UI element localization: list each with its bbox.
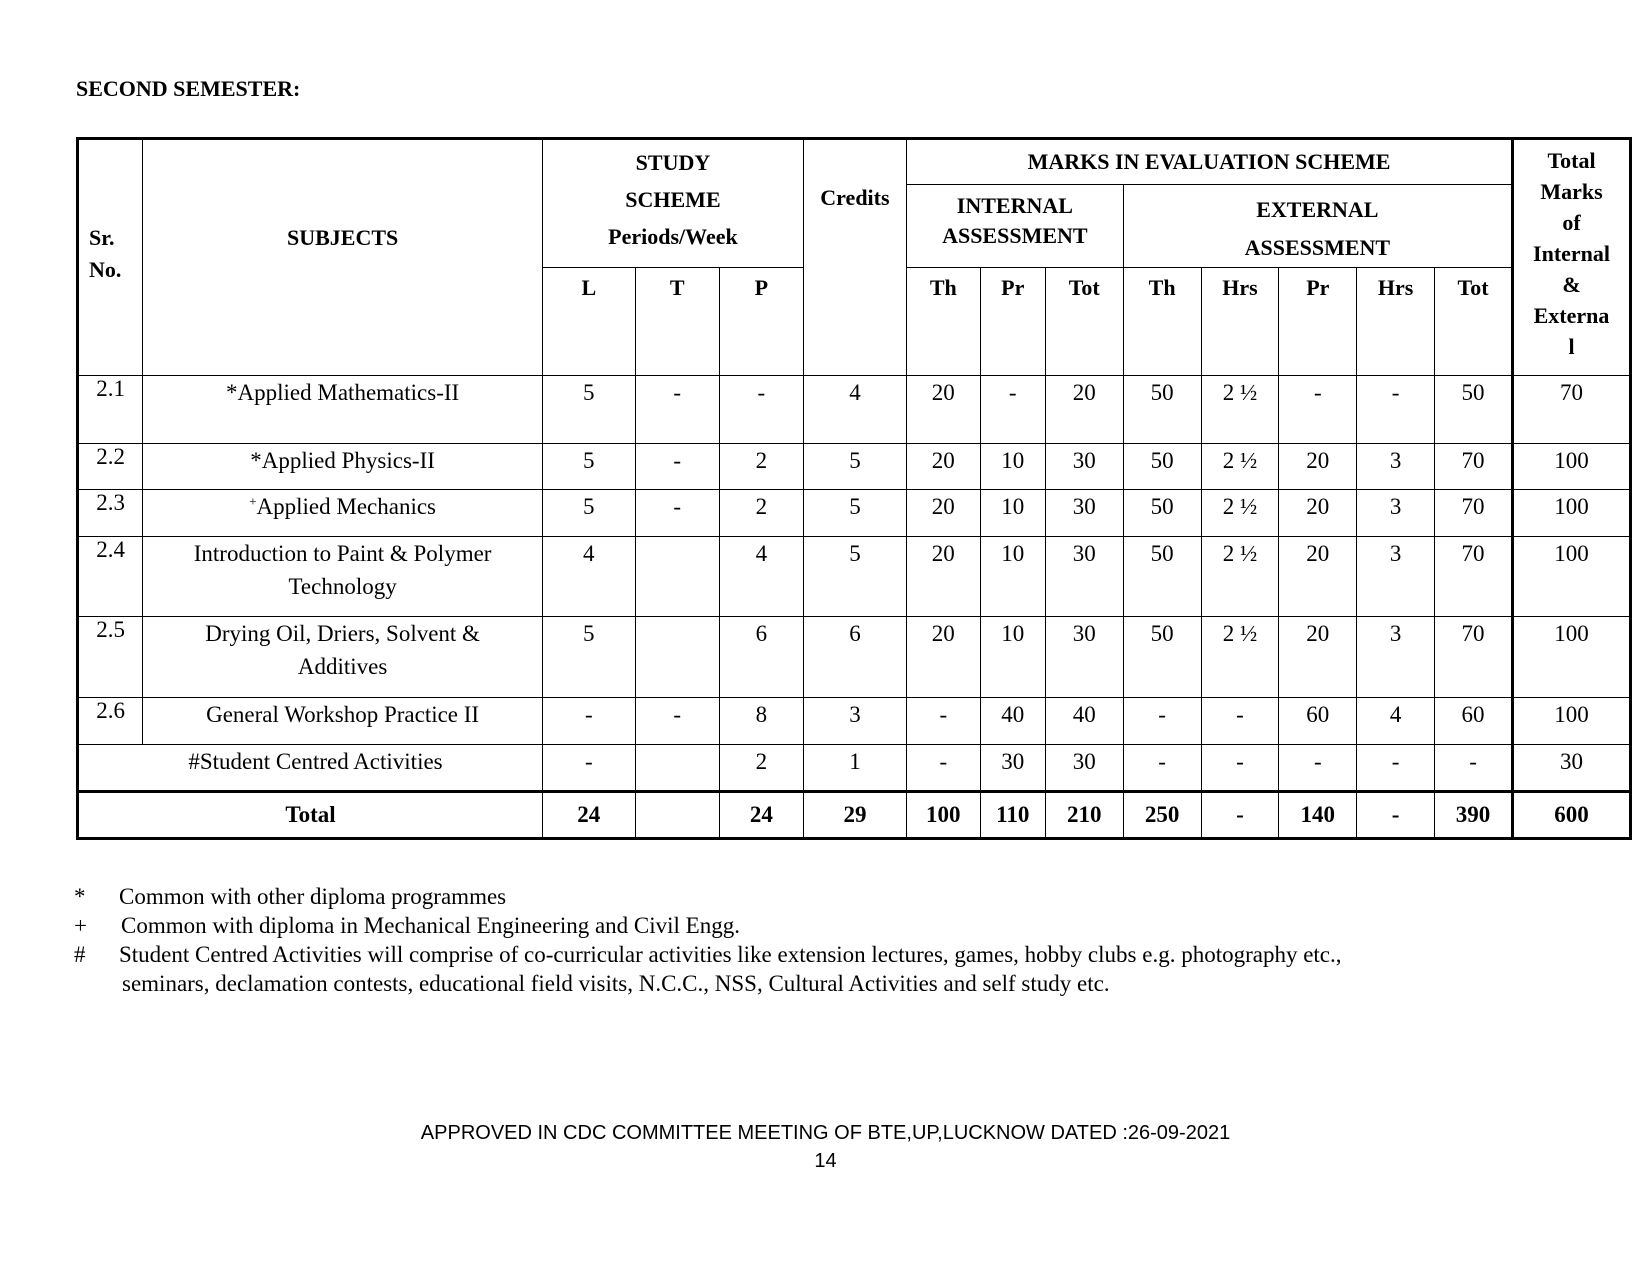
row-int-th: 20: [906, 617, 980, 698]
row-ext-hrs: -: [1357, 376, 1435, 444]
row-ext-hrs: -: [1201, 698, 1279, 745]
row-sr: 2.6: [78, 698, 143, 745]
row-int-th: 20: [906, 376, 980, 444]
header-marks-scheme: MARKS IN EVALUATION SCHEME: [906, 139, 1512, 185]
activities-total: 30: [1513, 745, 1631, 792]
table-row: [78, 444, 1631, 490]
row-sr: 2.2: [78, 444, 143, 490]
row-ext-pr: 20: [1279, 617, 1357, 698]
activities-p: 2: [719, 745, 803, 792]
row-int-tot: 30: [1045, 444, 1123, 490]
row-int-pr: 10: [980, 617, 1045, 698]
header-credits: Credits: [803, 139, 906, 376]
row-int-pr: 40: [980, 698, 1045, 745]
footnote-text: Common with diploma in Mechanical Engineering and Civil Engg.: [121, 913, 740, 938]
header-ext-hrs: Hrs: [1357, 268, 1435, 376]
footnote: [74, 882, 1541, 911]
activities-ext-hrs: -: [1201, 745, 1279, 792]
row-ext-pr: 20: [1279, 537, 1357, 617]
row-total: 70: [1513, 376, 1631, 444]
total-ext-th: 250: [1123, 792, 1201, 839]
row-ext-hrs: 2 ½: [1201, 617, 1279, 698]
table-row: [78, 617, 1631, 698]
row-t: [635, 537, 719, 617]
total-t: [635, 792, 719, 839]
row-int-tot: 30: [1045, 617, 1123, 698]
activities-t: [635, 745, 719, 792]
row-ext-pr: -: [1279, 376, 1357, 444]
activities-l: -: [543, 745, 636, 792]
activities-int-tot: 30: [1045, 745, 1123, 792]
row-ext-hrs: 2 ½: [1201, 537, 1279, 617]
row-l: 5: [543, 490, 636, 537]
row-ext-tot: 70: [1435, 537, 1513, 617]
total-int-th: 100: [906, 792, 980, 839]
row-t: -: [635, 376, 719, 444]
row-ext-pr: 60: [1279, 698, 1357, 745]
header-total-marks: Total Marks of Internal & Externa l: [1513, 139, 1631, 376]
activities-label: #Student Centred Activities: [78, 745, 543, 792]
activities-ext-th: -: [1123, 745, 1201, 792]
row-subject: *Applied Physics-II: [143, 444, 543, 490]
evaluation-scheme-table: [76, 137, 1632, 840]
row-p: 8: [719, 698, 803, 745]
activities-ext-hrs: -: [1357, 745, 1435, 792]
row-credits: 3: [803, 698, 906, 745]
header-p: P: [719, 268, 803, 376]
table-row: [78, 537, 1631, 617]
header-l: L: [543, 268, 636, 376]
row-sr: 2.5: [78, 617, 143, 698]
row-ext-hrs: 2 ½: [1201, 490, 1279, 537]
row-ext-th: 50: [1123, 490, 1201, 537]
row-total: 100: [1513, 490, 1631, 537]
row-ext-th: 50: [1123, 617, 1201, 698]
header-int-tot: Tot: [1045, 268, 1123, 376]
footnote-mark: +: [74, 913, 87, 938]
header-row-1: [78, 139, 1631, 185]
row-ext-th: 50: [1123, 376, 1201, 444]
header-ext-pr: Pr: [1279, 268, 1357, 376]
header-study-scheme: STUDY SCHEME Periods/Week: [543, 139, 804, 268]
row-ext-hrs: 2 ½: [1201, 376, 1279, 444]
total-p: 24: [719, 792, 803, 839]
row-total: 100: [1513, 698, 1631, 745]
approval-footer: APPROVED IN CDC COMMITTEE MEETING OF BTE,UP,LUCKNOW DATED :26-09-2021: [420, 1122, 1231, 1144]
activities-ext-pr: -: [1279, 745, 1357, 792]
row-ext-th: -: [1123, 698, 1201, 745]
row-ext-tot: 70: [1435, 617, 1513, 698]
table-row: [78, 376, 1631, 444]
row-ext-tot: 70: [1435, 444, 1513, 490]
row-p: 2: [719, 490, 803, 537]
row-ext-hrs: 4: [1357, 698, 1435, 745]
row-ext-hrs: 3: [1357, 537, 1435, 617]
footnote-text: Student Centred Activities will comprise of co-curricular activities like extension lectures, games, hobby clubs e.g. photography etc., seminars, declamation contests, educational field visits, N.C.C., NSS, Cultural Activities and self study etc.: [119, 942, 1342, 996]
row-sr: 2.1: [78, 376, 143, 444]
row-int-tot: 30: [1045, 490, 1123, 537]
activities-credits: 1: [803, 745, 906, 792]
row-credits: 6: [803, 617, 906, 698]
row-l: -: [543, 698, 636, 745]
row-ext-hrs: 3: [1357, 617, 1435, 698]
total-int-tot: 210: [1045, 792, 1123, 839]
row-ext-th: 50: [1123, 444, 1201, 490]
footnote: [74, 911, 1541, 940]
row-int-tot: 30: [1045, 537, 1123, 617]
row-subject: General Workshop Practice II: [143, 698, 543, 745]
row-credits: 5: [803, 444, 906, 490]
activities-row: [78, 745, 1631, 792]
footnote-mark: #: [74, 942, 86, 967]
row-p: 2: [719, 444, 803, 490]
page-heading: SECOND SEMESTER:: [76, 76, 301, 101]
row-l: 5: [543, 444, 636, 490]
row-ext-tot: 50: [1435, 376, 1513, 444]
footnote: [74, 940, 1541, 998]
page-number: 14: [814, 1150, 837, 1172]
row-ext-th: 50: [1123, 537, 1201, 617]
row-subject: Introduction to Paint & Polymer Technology: [143, 537, 543, 617]
header-t: T: [635, 268, 719, 376]
row-int-tot: 40: [1045, 698, 1123, 745]
row-total: 100: [1513, 617, 1631, 698]
row-credits: 5: [803, 537, 906, 617]
activities-int-th: -: [906, 745, 980, 792]
total-l: 24: [543, 792, 636, 839]
table-row: [78, 490, 1631, 537]
row-l: 4: [543, 537, 636, 617]
row-total: 100: [1513, 444, 1631, 490]
row-sr: 2.3: [78, 490, 143, 537]
total-int-pr: 110: [980, 792, 1045, 839]
row-ext-pr: 20: [1279, 444, 1357, 490]
row-subject: *Applied Mathematics-II: [143, 376, 543, 444]
row-int-th: 20: [906, 490, 980, 537]
row-ext-hrs: 3: [1357, 490, 1435, 537]
header-ext-hrs: Hrs: [1201, 268, 1279, 376]
total-ext-tot: 390: [1435, 792, 1513, 839]
header-sr-no: Sr. No.: [78, 139, 143, 376]
row-int-th: 20: [906, 537, 980, 617]
total-credits: 29: [803, 792, 906, 839]
row-int-pr: 10: [980, 444, 1045, 490]
total-ext-pr: 140: [1279, 792, 1357, 839]
row-credits: 4: [803, 376, 906, 444]
row-subject: +Applied Mechanics: [143, 490, 543, 537]
total-ext-hrs: -: [1201, 792, 1279, 839]
row-ext-pr: 20: [1279, 490, 1357, 537]
header-int-th: Th: [906, 268, 980, 376]
total-ext-hrs: -: [1357, 792, 1435, 839]
row-ext-hrs: 2 ½: [1201, 444, 1279, 490]
total-grand: 600: [1513, 792, 1631, 839]
row-int-pr: 10: [980, 490, 1045, 537]
row-credits: 5: [803, 490, 906, 537]
header-ext-th: Th: [1123, 268, 1201, 376]
row-int-pr: -: [980, 376, 1045, 444]
row-ext-tot: 70: [1435, 490, 1513, 537]
row-t: -: [635, 698, 719, 745]
table-row: [78, 698, 1631, 745]
footnotes: [74, 882, 1541, 998]
row-int-tot: 20: [1045, 376, 1123, 444]
header-int-pr: Pr: [980, 268, 1045, 376]
row-int-pr: 10: [980, 537, 1045, 617]
total-label: Total: [78, 792, 543, 839]
row-int-th: 20: [906, 444, 980, 490]
row-subject: Drying Oil, Driers, Solvent & Additives: [143, 617, 543, 698]
row-total: 100: [1513, 537, 1631, 617]
header-ext-tot: Tot: [1435, 268, 1513, 376]
activities-int-pr: 30: [980, 745, 1045, 792]
row-ext-hrs: 3: [1357, 444, 1435, 490]
row-l: 5: [543, 376, 636, 444]
row-t: -: [635, 444, 719, 490]
header-internal-assessment: INTERNAL ASSESSMENT: [906, 185, 1123, 268]
row-p: 4: [719, 537, 803, 617]
row-int-th: -: [906, 698, 980, 745]
footnote-mark: *: [74, 884, 86, 909]
row-l: 5: [543, 617, 636, 698]
footnote-text: Common with other diploma programmes: [119, 884, 507, 909]
total-row: [78, 792, 1631, 839]
header-subjects: SUBJECTS: [143, 139, 543, 376]
row-t: -: [635, 490, 719, 537]
header-external-assessment: EXTERNAL ASSESSMENT: [1123, 185, 1512, 268]
row-t: [635, 617, 719, 698]
activities-ext-tot: -: [1435, 745, 1513, 792]
row-p: 6: [719, 617, 803, 698]
row-ext-tot: 60: [1435, 698, 1513, 745]
row-sr: 2.4: [78, 537, 143, 617]
row-p: -: [719, 376, 803, 444]
